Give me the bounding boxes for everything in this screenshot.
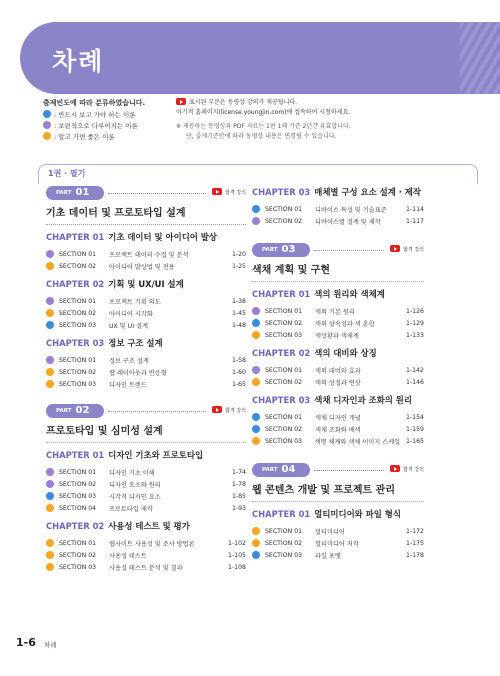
section-label: SECTION 03	[265, 551, 303, 559]
divider	[108, 411, 206, 412]
section-row[interactable]	[46, 537, 246, 549]
section-title: 디바이스 특성 및 기술표준	[315, 206, 387, 214]
part-badge: PART 01	[46, 186, 104, 200]
section-row[interactable]	[46, 561, 246, 573]
legend-headline: 출제빈도에 따라 분류하였습니다.	[43, 99, 146, 107]
section-label: SECTION 01	[265, 366, 303, 374]
purple-dot-icon	[252, 217, 260, 225]
section-title: 멀티미디어 저작	[315, 540, 359, 548]
orange-dot-icon	[46, 539, 54, 547]
section-row[interactable]	[252, 525, 424, 537]
orange-dot-icon	[252, 331, 260, 339]
section-page: 1-25	[231, 262, 246, 270]
blue-dot-icon	[46, 492, 54, 500]
notes-disclaimer: ※ 제공하는 동영상과 PDF 자료는 1판 1쇄 기준 2년간 유효합니다.	[176, 123, 351, 130]
notes-disclaimer-2: 단, 출제기준안에 따라 동영상 내용은 변경될 수 있습니다.	[186, 133, 337, 140]
section-title: 시각적 디자인 요소	[109, 493, 161, 501]
volume-label: 1권 · 필기	[48, 169, 86, 178]
purple-dot-icon	[46, 480, 54, 488]
orange-dot-icon	[46, 380, 54, 388]
section-label: SECTION 01	[265, 205, 303, 213]
video-play-icon	[212, 188, 222, 195]
page-number: 1-6	[16, 636, 36, 649]
section-title: 색의 상징과 연상	[315, 379, 361, 387]
section-row[interactable]	[252, 411, 424, 423]
section-page: 1-108	[228, 563, 246, 571]
video-play-icon	[176, 98, 186, 105]
frequency-legend	[43, 98, 183, 143]
section-title: 디자인 기초 이해	[109, 469, 155, 477]
section-page: 1-142	[406, 366, 424, 374]
section-page: 1-172	[406, 527, 424, 535]
section-page: 1-93	[231, 504, 246, 512]
lecture-link[interactable]: 합격 강의	[390, 245, 424, 253]
toc-left-column	[46, 186, 246, 573]
section-page: 1-65	[231, 380, 246, 388]
section-title: 사용성 테스트	[109, 552, 147, 560]
section-page: 1-126	[406, 307, 424, 315]
lecture-link[interactable]: 합격 강의	[212, 406, 246, 414]
section-row[interactable]	[46, 248, 246, 260]
section-label: SECTION 01	[265, 413, 303, 421]
section-row[interactable]	[252, 317, 424, 329]
section-label: SECTION 01	[265, 527, 303, 535]
divider	[314, 470, 384, 471]
section-row[interactable]	[252, 549, 424, 561]
section-page: 1-105	[228, 551, 246, 559]
blue-dot-icon	[252, 413, 260, 421]
legend-item: : 반드시 보고 가야 하는 이론	[43, 110, 183, 121]
orange-dot-icon	[252, 437, 260, 445]
page-title: 차례	[52, 47, 105, 76]
orange-dot-icon	[46, 504, 54, 512]
section-label: SECTION 02	[59, 551, 97, 559]
section-page: 1-159	[406, 425, 424, 433]
section-label: SECTION 02	[59, 309, 97, 317]
blue-dot-icon	[43, 110, 51, 118]
video-play-icon	[390, 465, 400, 472]
purple-dot-icon	[46, 297, 54, 305]
section-title: 색의 기본 원리	[315, 308, 355, 316]
section-label: SECTION 01	[265, 307, 303, 315]
section-page: 1-20	[231, 250, 246, 258]
section-label: SECTION 03	[59, 492, 97, 500]
orange-dot-icon	[46, 551, 54, 559]
section-page: 1-74	[231, 468, 246, 476]
section-title: 프로젝트 기획 의도	[109, 298, 161, 306]
section-label: SECTION 02	[265, 217, 303, 225]
section-label: SECTION 01	[59, 297, 97, 305]
chapter-heading: CHAPTER 03 매체별 구성 요소 설계 · 제작	[252, 187, 421, 197]
section-row[interactable]	[252, 376, 424, 388]
purple-dot-icon	[46, 250, 54, 258]
section-title: 색의 삼속성과 색 혼합	[315, 320, 375, 328]
purple-dot-icon	[252, 366, 260, 374]
part-header	[46, 404, 246, 418]
section-row[interactable]	[252, 215, 424, 227]
section-label: SECTION 03	[59, 380, 97, 388]
section-label: SECTION 03	[59, 563, 97, 571]
blue-dot-icon	[252, 425, 260, 433]
video-notes: 표시된 부분은 동영상 강의가 제공됩니다. 이기적 홈페이지(license.youngjin.com)에 접속하여 시청하세요. ※ 제공하는 동영상과 PDF 자료는 1판 1쇄 기준 2년간 유효합니다. 단, 출제기준안에 따라 동영상 내용은 변경될 수 있습니다.	[176, 98, 476, 142]
section-title: 사용성 테스트 분석 및 결과	[109, 564, 183, 572]
purple-dot-icon	[252, 307, 260, 315]
section-title: UX 및 UI 설계	[109, 322, 148, 330]
section-row[interactable]	[46, 378, 246, 390]
section-label: SECTION 03	[59, 321, 97, 329]
section-title: 멀티미디어	[315, 528, 345, 536]
orange-dot-icon	[252, 539, 260, 547]
section-title: 웹 레이아웃과 반응형	[109, 369, 167, 377]
section-label: SECTION 02	[265, 378, 303, 386]
section-page: 1-58	[231, 356, 246, 364]
orange-dot-icon	[46, 262, 54, 270]
chapter-heading: CHAPTER 01 기초 데이터 및 아이디어 발상	[46, 232, 217, 242]
section-row[interactable]	[46, 490, 246, 502]
section-label: SECTION 02	[265, 539, 303, 547]
orange-dot-icon	[46, 368, 54, 376]
toc-right-column	[252, 186, 424, 561]
part-title: 웹 콘텐츠 개발 및 프로젝트 관리	[252, 481, 424, 502]
section-label: SECTION 01	[59, 468, 97, 476]
divider	[314, 250, 384, 251]
chapter-heading: CHAPTER 02 사용성 테스트 및 평가	[46, 521, 190, 531]
blue-dot-icon	[252, 551, 260, 559]
section-row[interactable]	[46, 466, 246, 478]
section-title: 디바이스별 설계 및 제작	[315, 218, 381, 226]
orange-dot-icon	[252, 527, 260, 535]
section-page: 1-146	[406, 378, 424, 386]
section-row[interactable]	[46, 354, 246, 366]
section-title: 색채 조화와 배색	[315, 426, 361, 434]
volume-frame	[38, 164, 478, 184]
banner-stripe	[460, 22, 500, 94]
section-page: 1-45	[231, 309, 246, 317]
orange-dot-icon	[252, 378, 260, 386]
section-title: 프로젝트 데이터 수집 및 분석	[109, 251, 189, 259]
section-page: 1-175	[406, 539, 424, 547]
section-page: 1-48	[231, 321, 246, 329]
section-page: 1-114	[406, 205, 424, 213]
orange-dot-icon	[46, 563, 54, 571]
section-row[interactable]	[46, 502, 246, 514]
purple-dot-icon	[46, 356, 54, 364]
part-title: 기초 데이터 및 프로토타입 설계	[46, 204, 246, 225]
section-label: SECTION 02	[265, 425, 303, 433]
section-row[interactable]	[252, 329, 424, 341]
section-row[interactable]	[46, 307, 246, 319]
lecture-link[interactable]: 합격 강의	[212, 188, 246, 196]
section-row[interactable]	[252, 435, 424, 447]
section-page: 1-85	[231, 492, 246, 500]
section-page: 1-154	[406, 413, 424, 421]
section-row[interactable]	[46, 260, 246, 272]
part-header	[252, 463, 424, 477]
section-row[interactable]	[252, 364, 424, 376]
section-label: SECTION 04	[59, 504, 97, 512]
section-label: SECTION 02	[59, 262, 97, 270]
part-badge: PART 03	[252, 243, 310, 257]
orange-dot-icon	[43, 132, 51, 140]
section-title: 디자인 요소와 원리	[109, 481, 161, 489]
section-page: 1-102	[228, 539, 246, 547]
section-title: 색명 체계와 색채 이미지 스케일	[314, 438, 401, 446]
chapter-heading: CHAPTER 03 색채 디자인과 조화의 원리	[252, 395, 412, 405]
section-label: SECTION 03	[265, 331, 303, 339]
part-badge: PART 02	[46, 404, 104, 418]
section-title: 디자인 트렌드	[109, 381, 147, 389]
purple-dot-icon	[43, 121, 51, 129]
section-row[interactable]	[252, 203, 424, 215]
section-page: 1-133	[406, 331, 424, 339]
divider	[108, 193, 206, 194]
chapter-heading: CHAPTER 02 색의 대비와 상징	[252, 348, 377, 358]
section-page: 1-117	[406, 217, 424, 225]
lecture-link[interactable]: 합격 강의	[390, 465, 424, 473]
section-title: 색채 디자인 개념	[315, 414, 361, 422]
section-label: SECTION 01	[59, 250, 97, 258]
legend-item: : 보편적으로 다루어지는 이론	[43, 121, 183, 132]
section-label: SECTION 01	[59, 356, 97, 364]
section-title: 색상환과 색체계	[315, 332, 359, 340]
legend-item: : 알고 가면 좋은 이론	[43, 132, 183, 143]
blue-dot-icon	[46, 321, 54, 329]
blue-dot-icon	[252, 205, 260, 213]
section-title: 색의 대비와 효과	[315, 367, 361, 375]
section-title: 정보 구조 설계	[109, 357, 149, 365]
video-play-icon	[390, 245, 400, 252]
section-title: 아이디어 발상법 및 전용	[109, 263, 175, 271]
chapter-heading: CHAPTER 02 기획 및 UX/UI 설계	[46, 279, 184, 289]
section-page: 1-129	[406, 319, 424, 327]
purple-dot-icon	[46, 468, 54, 476]
section-label: SECTION 01	[59, 539, 97, 547]
section-title: 파일 포맷	[315, 552, 341, 560]
section-title: 프로토타입 제작	[109, 505, 153, 513]
section-row[interactable]	[46, 319, 246, 331]
section-row[interactable]	[252, 305, 424, 317]
section-label: SECTION 02	[59, 368, 97, 376]
section-label: SECTION 03	[264, 437, 303, 445]
section-row[interactable]	[46, 549, 246, 561]
section-row[interactable]	[46, 478, 246, 490]
part-badge: PART 04	[252, 463, 310, 477]
chapter-heading: CHAPTER 01 색의 원리와 색체계	[252, 289, 385, 299]
blue-dot-icon	[252, 319, 260, 327]
footer-label: 차례	[44, 641, 57, 649]
section-page: 1-38	[231, 297, 246, 305]
part-title: 색채 계획 및 구현	[252, 261, 424, 282]
section-row[interactable]	[252, 423, 424, 435]
section-row[interactable]	[46, 366, 246, 378]
section-page: 1-178	[406, 551, 424, 559]
chapter-heading: CHAPTER 03 정보 구조 설계	[46, 338, 163, 348]
section-row[interactable]	[252, 537, 424, 549]
orange-dot-icon	[46, 309, 54, 317]
section-row[interactable]	[46, 295, 246, 307]
section-label: SECTION 02	[265, 319, 303, 327]
chapter-heading: CHAPTER 01 디자인 기초와 프로토타입	[46, 450, 204, 460]
section-title: 아이디어 시각화	[109, 310, 153, 318]
section-page: 1-165	[406, 437, 424, 445]
part-header	[252, 243, 424, 257]
section-page: 1-78	[231, 480, 246, 488]
chapter-heading: CHAPTER 01 멀티미디어와 파일 형식	[252, 509, 401, 519]
section-page: 1-60	[231, 368, 246, 376]
section-title: 웹사이트 사용성 및 조사 방법론	[109, 540, 195, 548]
video-play-icon	[212, 406, 222, 413]
part-header	[46, 186, 246, 200]
notes-url-line: 이기적 홈페이지(license.youngjin.com)에 접속하여 시청하세요.	[176, 109, 351, 116]
section-label: SECTION 02	[59, 480, 97, 488]
part-title: 프로토타입 및 심미성 설계	[46, 422, 246, 443]
